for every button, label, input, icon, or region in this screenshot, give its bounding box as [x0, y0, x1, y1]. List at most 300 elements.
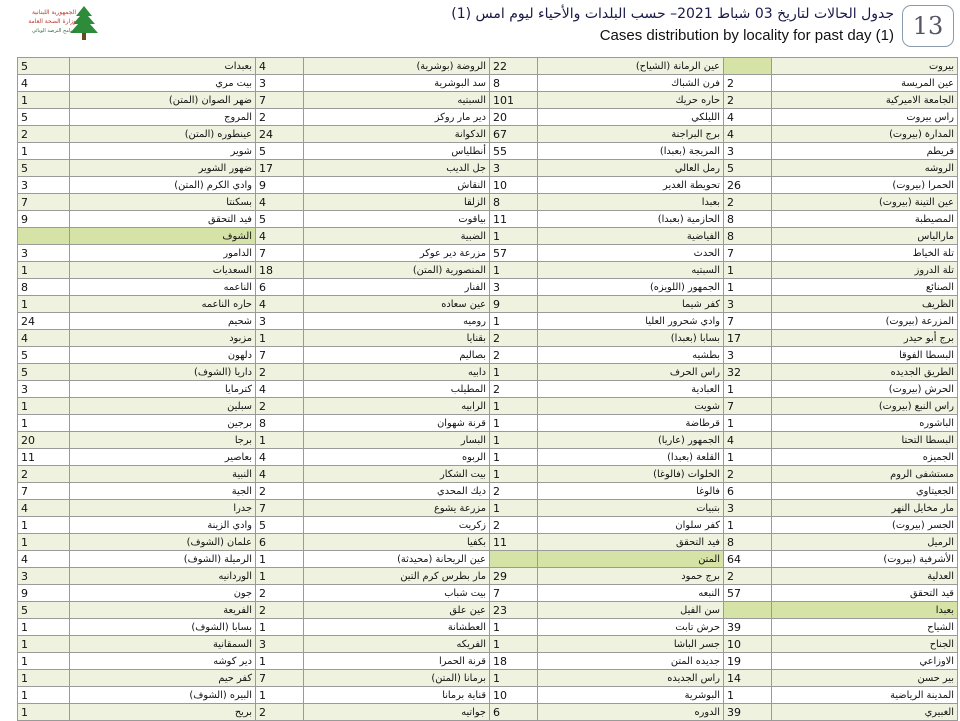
locality-name: فالوغا — [538, 483, 724, 500]
title-arabic: جدول الحالات لتاريخ 03 شباط 2021– حسب البلدات والأحياء ليوم امس (1) — [451, 6, 894, 22]
locality-name: بطشيه — [538, 347, 724, 364]
case-count: 2 — [724, 75, 772, 92]
locality-name: مار بطرس كرم التين — [304, 568, 490, 585]
case-count: 3 — [490, 160, 538, 177]
locality-name: الجمهور (عاريا) — [538, 432, 724, 449]
locality-name: الناعمه — [70, 279, 256, 296]
locality-name: الروشه — [772, 160, 958, 177]
locality-name: الجمهور (اللويزه) — [538, 279, 724, 296]
locality-name: الخلوات (فالوغا) — [538, 466, 724, 483]
locality-name: الحرش (بيروت) — [772, 381, 958, 398]
table-row — [18, 245, 958, 262]
locality-name: الصنائع — [772, 279, 958, 296]
locality-name: مارالياس — [772, 228, 958, 245]
locality-name: قيد التحقق — [772, 585, 958, 602]
locality-name: دابيه — [304, 364, 490, 381]
locality-name: دلهون — [70, 347, 256, 364]
case-count: 7 — [724, 313, 772, 330]
locality-name: بصاليم — [304, 347, 490, 364]
case-count: 24 — [256, 126, 304, 143]
case-count: 8 — [18, 279, 70, 296]
table-row — [18, 330, 958, 347]
locality-name: برمانا (المتن) — [304, 670, 490, 687]
table-row — [18, 75, 958, 92]
locality-name: حاره الناعمه — [70, 296, 256, 313]
case-count: 11 — [490, 211, 538, 228]
case-count: 2 — [490, 381, 538, 398]
case-count: 3 — [724, 347, 772, 364]
case-count: 10 — [490, 687, 538, 704]
locality-name: عين المريسة — [772, 75, 958, 92]
table-row — [18, 602, 958, 619]
case-count: 1 — [490, 228, 538, 245]
case-count: 1 — [18, 143, 70, 160]
cases-table — [17, 57, 958, 721]
case-count: 22 — [490, 58, 538, 75]
table-row — [18, 500, 958, 517]
locality-name: بعاصير — [70, 449, 256, 466]
case-count: 2 — [18, 126, 70, 143]
locality-name: عينطوره (المتن) — [70, 126, 256, 143]
locality-name: قرنة شهوان — [304, 415, 490, 432]
case-count: 3 — [724, 296, 772, 313]
case-count: 18 — [490, 653, 538, 670]
locality-name: الطريق الجديده — [772, 364, 958, 381]
locality-name: وادي الكرم (المتن) — [70, 177, 256, 194]
locality-name: النبية — [70, 466, 256, 483]
case-count: 1 — [490, 415, 538, 432]
locality-name: المروج — [70, 109, 256, 126]
locality-name: بياقوت — [304, 211, 490, 228]
case-count: 1 — [724, 279, 772, 296]
case-count: 3 — [256, 75, 304, 92]
case-count: 57 — [490, 245, 538, 262]
locality-name: مزرعة يشوع — [304, 500, 490, 517]
case-count — [18, 228, 70, 245]
case-count: 4 — [256, 194, 304, 211]
locality-name: الجعيتاوي — [772, 483, 958, 500]
table-row — [18, 636, 958, 653]
case-count: 2 — [256, 109, 304, 126]
locality-name: كفر شيما — [538, 296, 724, 313]
case-count: 2 — [490, 517, 538, 534]
table-row — [18, 126, 958, 143]
case-count: 4 — [256, 58, 304, 75]
page-header — [0, 0, 960, 52]
case-count: 1 — [18, 398, 70, 415]
table-row — [18, 568, 958, 585]
case-count: 24 — [18, 313, 70, 330]
case-count: 1 — [18, 415, 70, 432]
locality-name: قرنة الحمرا — [304, 653, 490, 670]
case-count: 7 — [490, 585, 538, 602]
case-count: 1 — [18, 92, 70, 109]
locality-name: الدكوانة — [304, 126, 490, 143]
ministry-logo — [6, 2, 106, 42]
locality-name: بيت مري — [70, 75, 256, 92]
case-count: 1 — [724, 687, 772, 704]
locality-name: الشوف — [70, 228, 256, 245]
locality-name: روميه — [304, 313, 490, 330]
locality-name: أنطلياس — [304, 143, 490, 160]
table-row — [18, 432, 958, 449]
case-count: 1 — [490, 432, 538, 449]
case-count: 10 — [724, 636, 772, 653]
locality-name: مستشفى الروم — [772, 466, 958, 483]
locality-name: بعبدا — [538, 194, 724, 211]
locality-name: الربوه — [304, 449, 490, 466]
locality-name: الوردانيه — [70, 568, 256, 585]
case-count: 1 — [18, 636, 70, 653]
case-count: 1 — [18, 534, 70, 551]
case-count: 4 — [18, 500, 70, 517]
table-row — [18, 160, 958, 177]
table-row — [18, 228, 958, 245]
table-row — [18, 534, 958, 551]
case-count: 1 — [18, 653, 70, 670]
locality-name: جدرا — [70, 500, 256, 517]
table-row — [18, 704, 958, 721]
case-count: 29 — [490, 568, 538, 585]
locality-name: السبتيه — [538, 262, 724, 279]
locality-name: الليلكي — [538, 109, 724, 126]
locality-name: المدينة الرياضية — [772, 687, 958, 704]
locality-name: قرطاضة — [538, 415, 724, 432]
case-count: 4 — [18, 75, 70, 92]
case-count: 1 — [256, 653, 304, 670]
case-count: 1 — [490, 466, 538, 483]
case-count: 1 — [490, 262, 538, 279]
case-count: 9 — [18, 211, 70, 228]
case-count: 4 — [256, 228, 304, 245]
case-count: 20 — [490, 109, 538, 126]
locality-name: المصيطبة — [772, 211, 958, 228]
locality-name: علمان (الشوف) — [70, 534, 256, 551]
locality-name: البسار — [304, 432, 490, 449]
locality-name: النبعه — [538, 585, 724, 602]
case-count: 2 — [256, 704, 304, 721]
locality-name: شويت — [538, 398, 724, 415]
locality-name: المدارة (بيروت) — [772, 126, 958, 143]
case-count: 3 — [18, 245, 70, 262]
locality-name: المتن — [538, 551, 724, 568]
case-count: 9 — [18, 585, 70, 602]
locality-name: الفريكه — [304, 636, 490, 653]
case-count: 2 — [18, 466, 70, 483]
locality-name: العبادية — [538, 381, 724, 398]
case-count: 3 — [18, 381, 70, 398]
locality-name: رمل العالي — [538, 160, 724, 177]
case-count: 5 — [18, 602, 70, 619]
locality-name: الرميلة (الشوف) — [70, 551, 256, 568]
table-row — [18, 177, 958, 194]
table-row — [18, 279, 958, 296]
case-count: 1 — [256, 330, 304, 347]
case-count: 9 — [490, 296, 538, 313]
locality-name: فرن الشباك — [538, 75, 724, 92]
locality-name: عين سعاده — [304, 296, 490, 313]
locality-name: بعبدات — [70, 58, 256, 75]
case-count: 1 — [18, 619, 70, 636]
case-count: 101 — [490, 92, 538, 109]
locality-name: قريطم — [772, 143, 958, 160]
case-count: 5 — [256, 517, 304, 534]
locality-name: كفر سلوان — [538, 517, 724, 534]
case-count: 11 — [490, 534, 538, 551]
case-count: 2 — [490, 347, 538, 364]
table-row — [18, 398, 958, 415]
case-count: 5 — [256, 143, 304, 160]
locality-name: شحيم — [70, 313, 256, 330]
case-count: 1 — [490, 398, 538, 415]
case-count: 7 — [256, 670, 304, 687]
case-count: 1 — [724, 517, 772, 534]
case-count: 7 — [724, 245, 772, 262]
case-count: 7 — [18, 194, 70, 211]
case-count: 8 — [490, 194, 538, 211]
case-count: 19 — [724, 653, 772, 670]
table-row — [18, 58, 958, 75]
case-count: 1 — [490, 636, 538, 653]
locality-name: بسابا (بعبدا) — [538, 330, 724, 347]
case-count: 2 — [724, 92, 772, 109]
locality-name: البوشرية — [538, 687, 724, 704]
table-row — [18, 364, 958, 381]
locality-name: سد البوشرية — [304, 75, 490, 92]
case-count: 4 — [724, 109, 772, 126]
locality-name: الغبيري — [772, 704, 958, 721]
table-row — [18, 517, 958, 534]
case-count: 4 — [724, 126, 772, 143]
case-count — [490, 551, 538, 568]
case-count: 7 — [724, 398, 772, 415]
locality-name: وادي شحرور العليا — [538, 313, 724, 330]
svg-text:وزارة الصحة العامة: وزارة الصحة العامة — [28, 18, 76, 25]
locality-name: الروضة (بوشرية) — [304, 58, 490, 75]
locality-name: مزرعة دير عوكر — [304, 245, 490, 262]
locality-name: داريا (الشوف) — [70, 364, 256, 381]
locality-name: جواتيه — [304, 704, 490, 721]
case-count: 39 — [724, 619, 772, 636]
case-count — [724, 58, 772, 75]
table-row — [18, 585, 958, 602]
case-count: 1 — [490, 313, 538, 330]
locality-name: الحدث — [538, 245, 724, 262]
case-count: 7 — [256, 500, 304, 517]
locality-name: ديك المحدي — [304, 483, 490, 500]
locality-name: العطشانة — [304, 619, 490, 636]
locality-name: بيت شباب — [304, 585, 490, 602]
case-count: 8 — [490, 75, 538, 92]
table-row — [18, 347, 958, 364]
case-count: 1 — [18, 704, 70, 721]
locality-name: راس النبع (بيروت) — [772, 398, 958, 415]
locality-name: كترمايا — [70, 381, 256, 398]
case-count: 6 — [724, 483, 772, 500]
case-count: 2 — [256, 483, 304, 500]
locality-name: راس الجديده — [538, 670, 724, 687]
locality-name: الدوره — [538, 704, 724, 721]
locality-name: دير كوشه — [70, 653, 256, 670]
locality-name: الحمرا (بيروت) — [772, 177, 958, 194]
case-count: 9 — [256, 177, 304, 194]
case-count: 1 — [18, 262, 70, 279]
case-count: 8 — [256, 415, 304, 432]
locality-name: بير حسن — [772, 670, 958, 687]
case-count: 1 — [724, 262, 772, 279]
case-count: 3 — [490, 279, 538, 296]
locality-name: فيد التحقق — [70, 211, 256, 228]
locality-name: البيره (الشوف) — [70, 687, 256, 704]
table-row — [18, 449, 958, 466]
case-count: 2 — [724, 466, 772, 483]
locality-name: الشياح — [772, 619, 958, 636]
locality-name: راس بيروت — [772, 109, 958, 126]
locality-name: السمقانية — [70, 636, 256, 653]
case-count: 4 — [18, 330, 70, 347]
locality-name: سبلين — [70, 398, 256, 415]
locality-name: الجسر (بيروت) — [772, 517, 958, 534]
table-row — [18, 653, 958, 670]
case-count: 32 — [724, 364, 772, 381]
case-count: 11 — [18, 449, 70, 466]
case-count: 7 — [256, 92, 304, 109]
locality-name: تحويطة الغدير — [538, 177, 724, 194]
case-count: 8 — [724, 228, 772, 245]
case-count: 5 — [18, 347, 70, 364]
title-english: Cases distribution by locality for past day (1) — [599, 27, 894, 44]
locality-name: الاوزاعي — [772, 653, 958, 670]
locality-name: البسطا التحتا — [772, 432, 958, 449]
locality-name: دير مار روكز — [304, 109, 490, 126]
locality-name: عين الريحانة (محيدثة) — [304, 551, 490, 568]
case-count: 5 — [18, 364, 70, 381]
case-count — [724, 602, 772, 619]
locality-name: الباشوره — [772, 415, 958, 432]
case-count: 6 — [490, 704, 538, 721]
table-row — [18, 687, 958, 704]
case-count: 18 — [256, 262, 304, 279]
case-count: 1 — [490, 619, 538, 636]
case-count: 23 — [490, 602, 538, 619]
locality-name: الجناح — [772, 636, 958, 653]
locality-name: كفر حيم — [70, 670, 256, 687]
table-row — [18, 415, 958, 432]
locality-name: ضهور الشوير — [70, 160, 256, 177]
locality-name: الفريعة — [70, 602, 256, 619]
locality-name: قناية برمانا — [304, 687, 490, 704]
case-count: 2 — [256, 398, 304, 415]
table-row — [18, 670, 958, 687]
case-count: 4 — [256, 381, 304, 398]
locality-name: الفياضية — [538, 228, 724, 245]
locality-name: الجامعة الاميركية — [772, 92, 958, 109]
case-count: 1 — [724, 449, 772, 466]
locality-name: بسابا (الشوف) — [70, 619, 256, 636]
locality-name: بيت الشكار — [304, 466, 490, 483]
case-count: 20 — [18, 432, 70, 449]
case-count: 1 — [18, 670, 70, 687]
table-row — [18, 194, 958, 211]
case-count: 5 — [18, 160, 70, 177]
locality-name: النقاش — [304, 177, 490, 194]
case-count: 1 — [256, 551, 304, 568]
locality-name: بكفيا — [304, 534, 490, 551]
case-count: 55 — [490, 143, 538, 160]
table-row — [18, 143, 958, 160]
case-count: 1 — [256, 619, 304, 636]
case-count: 17 — [256, 160, 304, 177]
table-row — [18, 483, 958, 500]
ministry-logo-text — [28, 9, 76, 34]
locality-name: حاره حريك — [538, 92, 724, 109]
locality-name: برج البراجنة — [538, 126, 724, 143]
case-count: 67 — [490, 126, 538, 143]
case-count: 7 — [256, 245, 304, 262]
case-count: 1 — [490, 670, 538, 687]
locality-name: جديده المتن — [538, 653, 724, 670]
locality-name: السعديات — [70, 262, 256, 279]
locality-name: عين الرمانة (الشياح) — [538, 58, 724, 75]
case-count: 1 — [18, 517, 70, 534]
locality-name: الرميل — [772, 534, 958, 551]
locality-name: تلة الخياط — [772, 245, 958, 262]
locality-name: عين علق — [304, 602, 490, 619]
locality-name: جل الديب — [304, 160, 490, 177]
locality-name: راس الحرف — [538, 364, 724, 381]
case-count: 17 — [724, 330, 772, 347]
table-row — [18, 551, 958, 568]
case-count: 3 — [724, 500, 772, 517]
locality-name: الجميزه — [772, 449, 958, 466]
locality-name: بريح — [70, 704, 256, 721]
case-count: 6 — [256, 279, 304, 296]
case-count: 1 — [256, 687, 304, 704]
case-count: 5 — [724, 160, 772, 177]
locality-name: زكريت — [304, 517, 490, 534]
locality-name: بيروت — [772, 58, 958, 75]
case-count: 1 — [490, 364, 538, 381]
case-count: 3 — [256, 636, 304, 653]
case-count: 3 — [18, 568, 70, 585]
locality-name: الظريف — [772, 296, 958, 313]
svg-text:برنامج الترصد الوبائي: برنامج الترصد الوبائي — [31, 28, 76, 34]
case-count: 2 — [256, 602, 304, 619]
locality-name: ضهر الصوان (المتن) — [70, 92, 256, 109]
locality-name: بتبيات — [538, 500, 724, 517]
locality-name: الفنار — [304, 279, 490, 296]
locality-name: فيد التحقق — [538, 534, 724, 551]
locality-name: البسطا الفوقا — [772, 347, 958, 364]
locality-name: عين التينة (بيروت) — [772, 194, 958, 211]
table-row — [18, 619, 958, 636]
case-count: 1 — [256, 568, 304, 585]
locality-name: جون — [70, 585, 256, 602]
locality-name: برجين — [70, 415, 256, 432]
table-row — [18, 92, 958, 109]
table-row — [18, 296, 958, 313]
locality-name: برجا — [70, 432, 256, 449]
case-count: 2 — [724, 568, 772, 585]
table-row — [18, 109, 958, 126]
case-count: 8 — [724, 211, 772, 228]
case-count: 4 — [256, 296, 304, 313]
locality-name: وادي الزينة — [70, 517, 256, 534]
case-count: 8 — [724, 534, 772, 551]
locality-name: المريجة (بعبدا) — [538, 143, 724, 160]
case-count: 5 — [18, 58, 70, 75]
page-number: 13 — [902, 5, 954, 47]
